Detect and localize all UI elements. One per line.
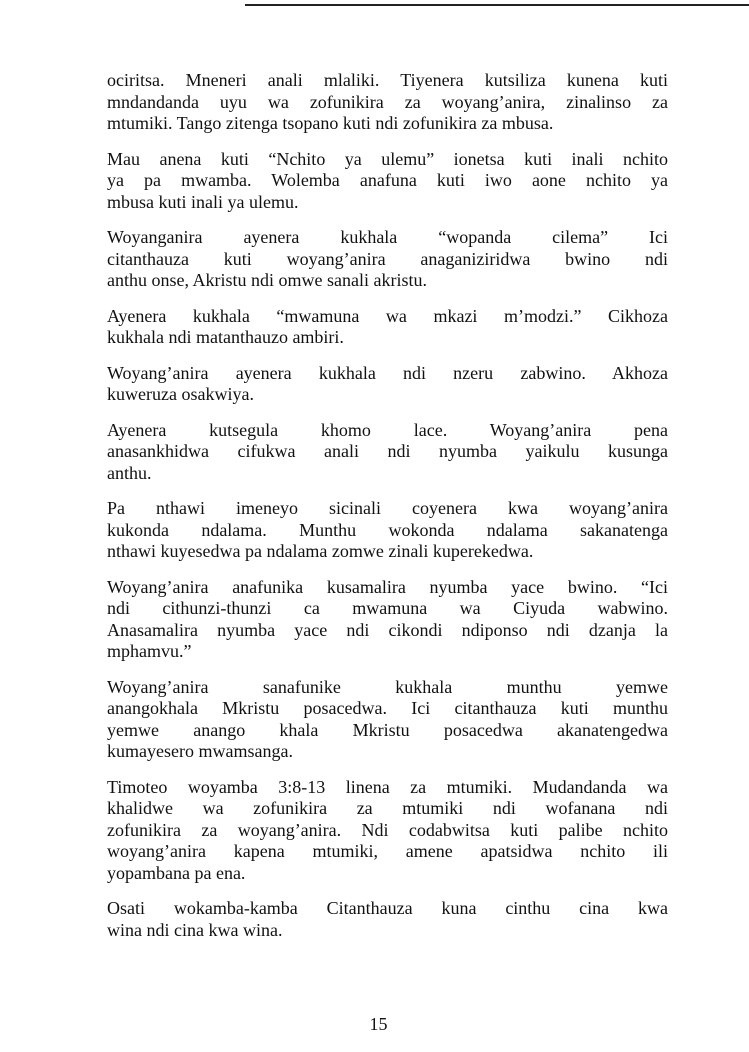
body-text <box>107 70 668 955</box>
paragraph <box>107 420 668 485</box>
paragraph <box>107 227 668 292</box>
paragraph <box>107 363 668 406</box>
text-line: yemwe anango khala Mkristu posacedwa akanatengedwa <box>107 719 668 740</box>
text-line: Woyang’anira ayenera kukhala ndi nzeru zabwino. Akhoza <box>107 362 668 383</box>
text-line: Anasamalira nyumba yace ndi cikondi ndiponso ndi dzanja la <box>107 619 668 640</box>
text-line: ociritsa. Mneneri anali mlaliki. Tiyenera kutsiliza kunena kuti <box>107 70 668 90</box>
text-line: mtumiki. Tango zitenga tsopano kuti ndi zofunikira za mbusa. <box>107 113 554 133</box>
paragraph <box>107 498 668 563</box>
text-line: zofunikira za woyang’anira. Ndi codabwitsa kuti palibe nchito <box>107 819 668 840</box>
text-line: Pa nthawi imeneyo sicinali coyenera kwa woyang’anira <box>107 498 668 518</box>
text-line: ya pa mwamba. Wolemba anafuna kuti iwo aone nchito ya <box>107 170 668 190</box>
text-line: Woyang’anira sanafunike kukhala munthu yemwe <box>107 676 668 697</box>
text-line: kukonda ndalama. Munthu wokonda ndalama sakanatenga <box>107 519 668 540</box>
text-line: anangokhala Mkristu posacedwa. Ici citanthauza kuti munthu <box>107 698 668 718</box>
paragraph <box>107 577 668 663</box>
text-line: mphamvu.” <box>107 641 192 661</box>
text-line: kuweruza osakwiya. <box>107 384 254 404</box>
paragraph <box>107 777 668 885</box>
paragraph <box>107 70 668 135</box>
text-line: Ayenera kutsegula khomo lace. Woyang’anira pena <box>107 419 668 440</box>
text-line: yopambana pa ena. <box>107 862 246 883</box>
page-number-text: 15 <box>369 1014 388 1034</box>
text-line: nthawi kuyesedwa pa ndalama zomwe zinali kuperekedwa. <box>107 541 534 561</box>
paragraph <box>107 149 668 214</box>
text-line: Woyanganira ayenera kukhala “wopanda cilema” Ici <box>107 227 668 247</box>
text-line: woyang’anira kapena mtumiki, amene apatsidwa nchito ili <box>107 841 668 861</box>
text-line: wina ndi cina kwa wina. <box>107 919 283 940</box>
paragraph <box>107 306 668 349</box>
text-line: anthu onse, Akristu ndi omwe sanali akristu. <box>107 270 427 290</box>
text-line: Woyang’anira anafunika kusamalira nyumba yace bwino. “Ici <box>107 576 668 597</box>
top-rule <box>245 4 749 6</box>
text-line: Osati wokamba-kamba Citanthauza kuna cinthu cina kwa <box>107 898 668 918</box>
text-line: khalidwe wa zofunikira za mtumiki ndi wofanana ndi <box>107 798 668 818</box>
paragraph <box>107 898 668 941</box>
text-line: Timoteo woyamba 3:8-13 linena za mtumiki. Mudandanda wa <box>107 776 668 797</box>
text-line: ndi cithunzi-thunzi ca mwamuna wa Ciyuda wabwino. <box>107 598 668 618</box>
text-line: kumayesero mwamsanga. <box>107 741 293 761</box>
text-line: anthu. <box>107 462 152 483</box>
text-line: kukhala ndi matanthauzo ambiri. <box>107 327 344 347</box>
text-line: anasankhidwa cifukwa anali ndi nyumba yaikulu kusunga <box>107 441 668 461</box>
text-line: mbusa kuti inali ya ulemu. <box>107 191 299 212</box>
text-line: Ayenera kukhala “mwamuna wa mkazi m’modzi.” Cikhoza <box>107 305 668 326</box>
text-line: Mau anena kuti “Nchito ya ulemu” ionetsa kuti inali nchito <box>107 148 668 169</box>
text-line: mndandanda uyu wa zofunikira za woyang’anira, zinalinso za <box>107 91 668 112</box>
paragraph <box>107 677 668 763</box>
page-number <box>0 1014 749 1035</box>
text-line: citanthauza kuti woyang’anira anaganiziridwa bwino ndi <box>107 248 668 269</box>
